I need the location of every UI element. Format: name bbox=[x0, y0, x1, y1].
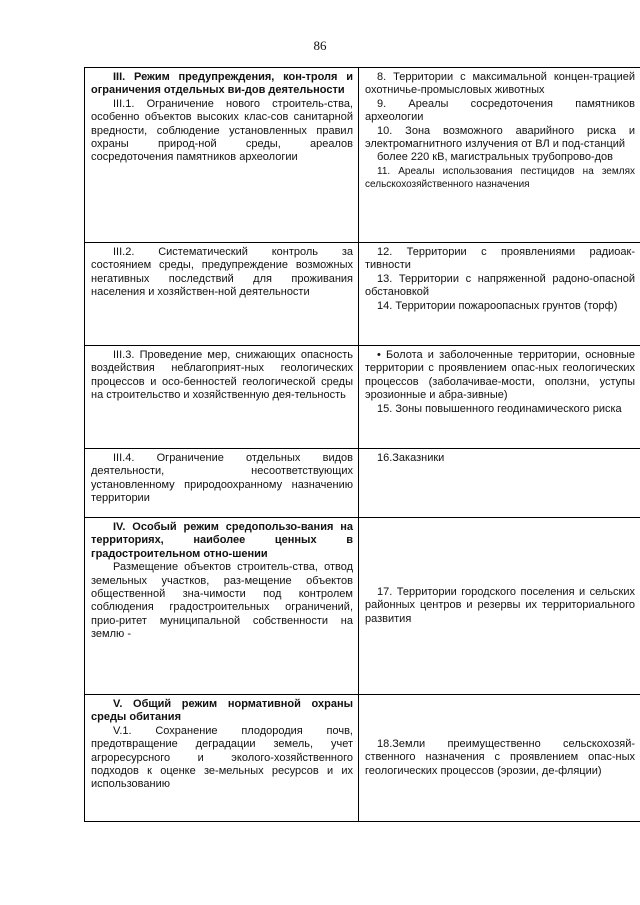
territory-cell bbox=[359, 518, 640, 695]
table-row bbox=[85, 243, 640, 346]
territory-item: 8. Территории с максимальной концен-трацией охотничье-промысловых животных bbox=[365, 71, 635, 97]
regime-cell bbox=[85, 695, 359, 822]
territory-item: 17. Территории городского поселения и сельских районных центров и резервы их территориального развития bbox=[365, 585, 635, 625]
territory-item: 18.Земли преимущественно сельскохозяй-ственного назначения с проявлением опас-ных геологических процессов (эрозии, де-фляции) bbox=[365, 737, 635, 777]
territory-item: • Болота и заболоченные территории, основные территории с проявлением опас-ных геологических процессов (заболачивае-мости, оползни, уступы эрозионные и абра-зивные) bbox=[365, 349, 635, 402]
regime-cell bbox=[85, 68, 359, 243]
regime-text: III.2. Систематический контроль за состоянием среды, предупреждение возможных негативных последствий для проживания населения и хозяйствен-ной деятельности bbox=[91, 246, 353, 299]
section-title: III. Режим предупреждения, кон-троля и ограничения отдельных ви-дов деятельности bbox=[91, 71, 353, 97]
table-row bbox=[85, 695, 640, 822]
territory-item: 9. Ареалы сосредоточения памятников археологии bbox=[365, 97, 635, 124]
territory-cell bbox=[359, 68, 640, 243]
territory-cell bbox=[359, 695, 640, 822]
territory-item: 13. Территории с напряженной радоно-опасной обстановкой bbox=[365, 272, 635, 299]
regime-text: V.1. Сохранение плодородия почв, предотвращение деградации земель, учет агроресурсного и эколого-хозяйственного подходов к оценке зе-мельных ресурсов и их использованию bbox=[91, 724, 353, 791]
page-number: 86 bbox=[313, 38, 327, 53]
territory-cell bbox=[359, 346, 640, 449]
regime-cell bbox=[85, 449, 359, 518]
regime-text: III.4. Ограничение отдельных видов деятельности, несоответствующих установленному природоохранному назначению территории bbox=[91, 452, 353, 505]
table-row bbox=[85, 518, 640, 695]
table-row bbox=[85, 68, 640, 243]
table-row bbox=[85, 346, 640, 449]
section-title: IV. Особый режим средопользо-вания на территориях, наиболее ценных в градостроительном отно-шении bbox=[91, 521, 353, 560]
territory-item: 11. Ареалы использования пестицидов на землях сельскохозяйственного назначения bbox=[365, 165, 635, 191]
regime-text: Размещение объектов строитель-ства, отвод земельных участков, раз-мещение объектов общественной зна-чимости под контролем соблюдения градостроительных ограничений, прио-ритет муниципальной собственности на землю - bbox=[91, 561, 353, 641]
regime-cell bbox=[85, 243, 359, 346]
territory-item: 15. Зоны повышенного геодинамического риска bbox=[377, 402, 622, 415]
territory-cell bbox=[359, 449, 640, 518]
table-row bbox=[85, 449, 640, 518]
regime-text: III.1. Ограничение нового строитель-ства, особенно объектов высоких клас-сов санитарной вредности, соблюдение установленных правил охраны природ-ной среды, ареалов сосредоточения памятников археологии bbox=[91, 97, 353, 164]
territory-item: 12. Территории с проявлениями радиоак-тивности bbox=[365, 246, 635, 272]
section-title: V. Общий режим нормативной охраны среды обитания bbox=[91, 698, 353, 724]
regime-text: III.3. Проведение мер, снижающих опасность воздействия неблагоприят-ных геологических процессов и осо-бенностей геологической среды на строительство и хозяйственную дея-тельность bbox=[91, 349, 353, 402]
territory-item: 16.Заказники bbox=[377, 452, 445, 464]
territory-item: 14. Территории пожароопасных грунтов (торф) bbox=[377, 299, 618, 312]
territory-item: 10. Зона возможного аварийного риска и электромагнитного излучения от ВЛ и под-станций bbox=[365, 124, 635, 151]
regime-table bbox=[84, 67, 640, 822]
territory-cell bbox=[359, 243, 640, 346]
territory-item: более 220 кВ, магистральных трубопрово-дов bbox=[377, 151, 614, 164]
regime-cell bbox=[85, 346, 359, 449]
regime-cell bbox=[85, 518, 359, 695]
